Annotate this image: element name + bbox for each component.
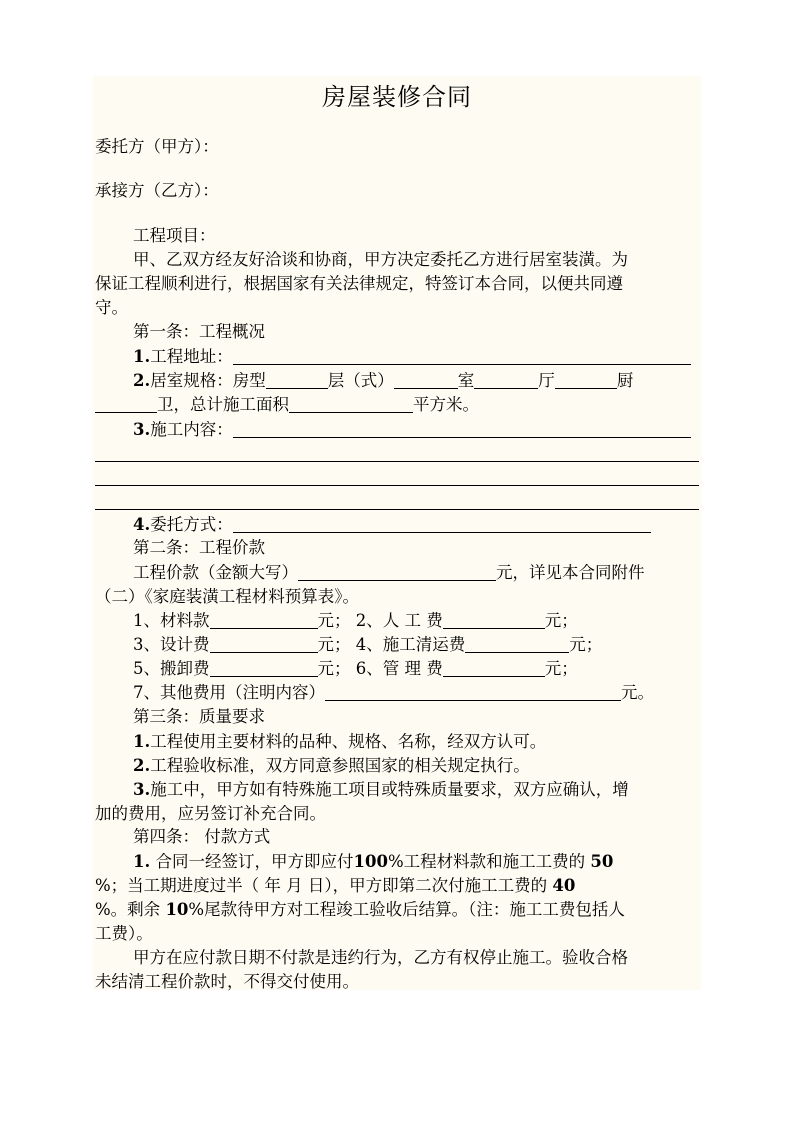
payment-line-4: 工费）。 [95,924,153,943]
payment-3-text-a: %。剩余 [95,900,161,919]
party-a-line: 委托方（甲方）： [95,137,219,156]
quality-3-text: 施工中，甲方如有特殊施工项目或特殊质量要求，双方应确认，增 [150,780,629,799]
party-b-line: 承接方（乙方）： [95,181,219,200]
payment-line-3 [95,899,625,921]
content-blank-3[interactable] [95,485,699,486]
spec-blank-bath[interactable] [95,396,157,413]
management-fee-label: 6、管 理 费 [355,659,443,678]
spec-blank-area[interactable] [289,396,413,413]
intro-line-1: 甲、乙双方经友好洽谈和协商，甲方决定委托乙方进行居室装潢。为 [133,250,628,269]
content-number: 3. [133,420,151,439]
moving-fee-label: 5、搬卸费 [133,659,210,678]
quality-2-text: 工程验收标准，双方同意参照国家的相关规定执行。 [150,756,530,775]
spec-label-hall: 厅 [538,371,555,390]
design-fee-unit: 元； [317,635,351,654]
article-1-heading: 第一条：工程概况 [133,322,265,341]
price-label: 工程价款（金额大写） [133,563,298,582]
address-line [133,346,691,368]
other-fee-blank[interactable] [325,684,621,701]
cleanup-fee-label: 4、施工清运费 [355,635,466,654]
spec-label-rooms: 居室规格：房型 [150,371,266,390]
payment-line-2 [95,875,575,897]
quality-3-number: 3. [133,780,151,799]
price-line [133,562,645,584]
material-fee-unit: 元； [317,611,351,630]
content-line [133,419,691,441]
fee-row-3 [133,658,578,680]
quality-line-3 [133,779,629,801]
quality-1-number: 1. [133,732,151,751]
fee-row-2 [133,634,602,656]
address-label: 工程地址： [150,347,233,366]
moving-fee-blank[interactable] [210,660,318,677]
spec-label-sqm: 平方米。 [413,395,479,414]
payment-1-pct-100: 100 [353,852,388,871]
address-blank[interactable] [233,348,691,365]
spec-number: 2. [133,371,151,390]
price-blank[interactable] [298,564,496,581]
cleanup-fee-unit: 元； [569,635,603,654]
content-blank-2[interactable] [95,461,699,462]
intro-line-3: 守。 [95,298,128,317]
article-3-heading: 第三条：质量要求 [133,707,265,726]
intro-line-2: 保证工程顺利进行，根据国家有关法律规定，特签订本合同，以便共同遵 [95,274,623,293]
method-number: 4. [133,515,151,534]
material-fee-blank[interactable] [210,612,318,629]
quality-1-text: 工程使用主要材料的品种、规格、名称，经双方认可。 [150,732,547,751]
quality-2-number: 2. [133,756,151,775]
material-fee-label: 1、材料款 [133,611,210,630]
payment-1-number: 1. [133,852,151,871]
quality-line-2 [133,755,530,777]
management-fee-unit: 元； [544,659,578,678]
content-label: 施工内容： [150,420,233,439]
payment-line-1 [133,851,613,873]
spec-label-room: 室 [457,371,475,390]
other-fee-label: 7、其他费用（注明内容） [133,683,325,702]
payment-1-text-a: 合同一经签订，甲方即应付 [155,852,354,871]
fee-row-4 [133,682,654,704]
moving-fee-unit: 元； [317,659,351,678]
design-fee-blank[interactable] [210,636,318,653]
spec-blank-hall[interactable] [555,372,617,389]
spec-label-floor: 层（式） [327,371,394,390]
spec-blank-floor[interactable] [394,372,458,389]
payment-3-pct-10: 10 [165,900,189,919]
payment-1-pct-50: 50 [590,852,614,871]
spec-label-kitchen: 厨 [616,371,634,390]
article-2-heading: 第二条：工程价款 [133,538,265,557]
fee-row-1 [133,610,578,632]
other-fee-unit: 元。 [621,683,654,702]
spec-label-area: 卫，总计施工面积 [157,395,289,414]
late-payment-line-1: 甲方在应付款日期不付款是违约行为，乙方有权停止施工。验收合格 [133,948,628,967]
method-label: 委托方式： [150,515,233,534]
late-payment-line-2: 未结清工程价款时，不得交付使用。 [95,972,359,991]
content-blank-4[interactable] [95,509,699,510]
labor-fee-blank[interactable] [443,612,545,629]
labor-fee-label: 2、人 工 费 [355,611,443,630]
spec-blank-room[interactable] [474,372,538,389]
price-suffix: 元，详见本合同附件 [496,563,645,582]
method-blank[interactable] [233,516,651,533]
payment-2-pct-40: 40 [552,876,576,895]
address-number: 1. [133,347,151,366]
project-heading: 工程项目： [133,226,216,245]
quality-line-1 [133,731,546,753]
spec-blank-type[interactable] [266,372,328,389]
page-title: 房屋装修合同 [322,83,472,111]
article-4-heading: 第四条： 付款方式 [133,827,271,846]
content-blank-1[interactable] [233,421,691,438]
contract-page [93,76,701,990]
spec-line-2 [95,394,479,416]
quality-line-3b: 加的费用，应另签订补充合同。 [95,804,326,823]
labor-fee-unit: 元； [544,611,578,630]
management-fee-blank[interactable] [443,660,545,677]
cleanup-fee-blank[interactable] [465,636,569,653]
method-line [133,514,651,536]
design-fee-label: 3、设计费 [133,635,210,654]
payment-1-text-b: %工程材料款和施工工费的 [387,852,586,871]
payment-3-text-b: %尾款待甲方对工程竣工验收后结算。（注：施工工费包括人 [188,900,625,919]
spec-line [133,370,633,392]
attachment-line: （二）《家庭装潢工程材料预算表》。 [95,587,359,606]
payment-2-text: %；当工期进度过半（ 年 月 日），甲方即第二次付施工工费的 [95,876,548,895]
